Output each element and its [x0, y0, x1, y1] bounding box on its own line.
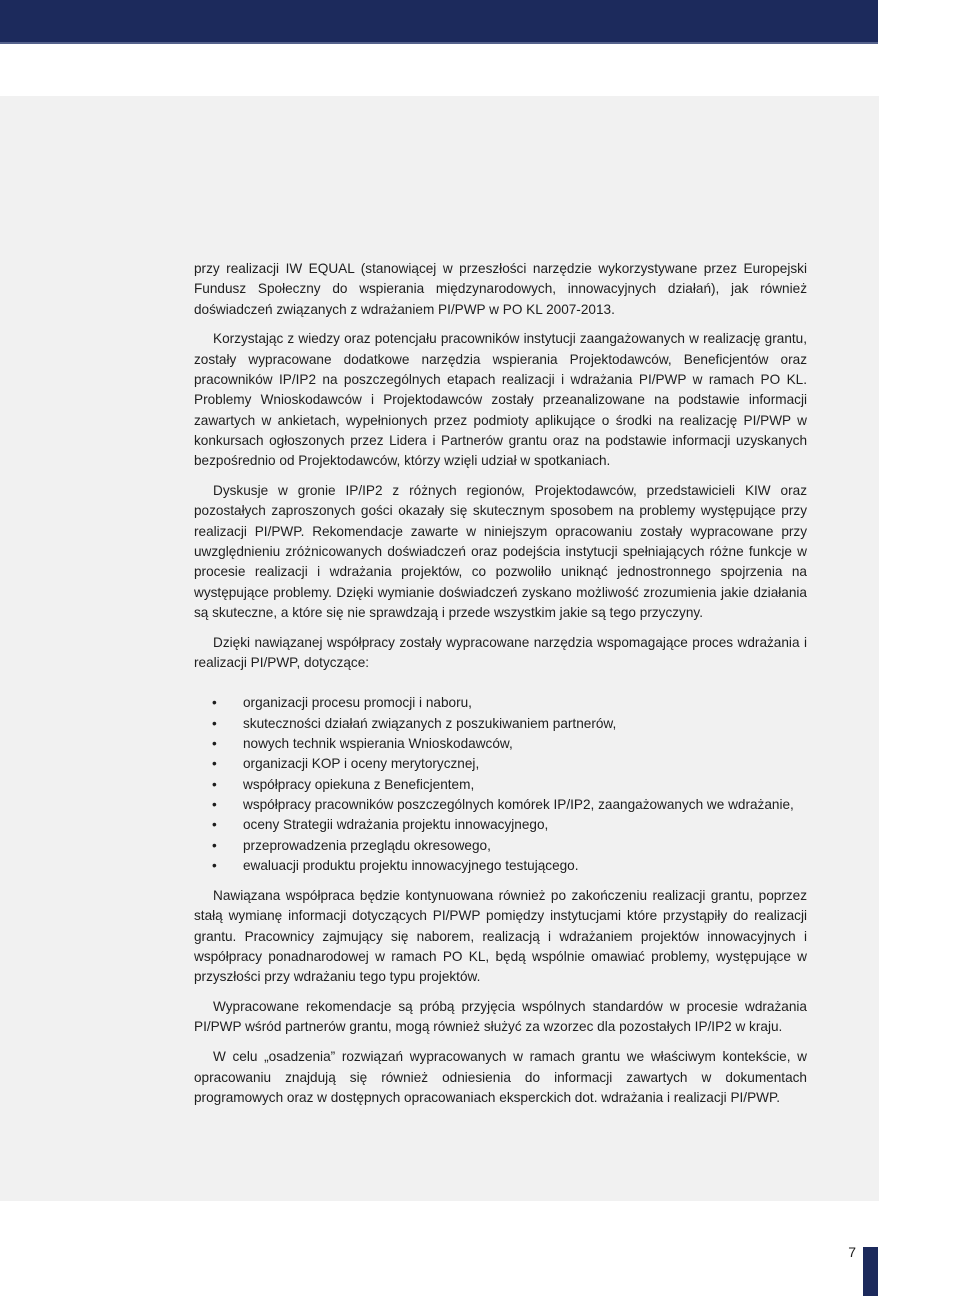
list-item	[194, 693, 807, 713]
paragraph-5: Nawiązana współpraca będzie kontynuowana również po zakończeniu realizacji grantu, poprzez stałą wymianę informacji dotyczących PI/PWP pomiędzy instytucjami które przystąpiły do realizacji grantu. Pracownicy zajmujący się naborem, realizacją i wdrażaniem projektów innowacyjnych i współpracy ponadnarodowej w ramach PO KL, będą wspólnie omawiać problemy, występujące w przyszłości przy wdrażaniu tego typu projektów.	[194, 888, 807, 985]
bullet-icon: •	[212, 796, 217, 812]
list-item-text: współpracy opiekuna z Beneficjentem,	[243, 776, 475, 792]
paragraph-4: Dzięki nawiązanej współpracy zostały wypracowane narzędzia wspomagające proces wdrażania i realizacji PI/PWP, dotyczące:	[194, 634, 807, 671]
list-item-text: organizacji procesu promocji i naboru,	[243, 695, 472, 711]
bullet-icon: •	[212, 756, 217, 772]
bullet-icon: •	[212, 736, 217, 752]
list-item	[194, 795, 807, 815]
list-item	[194, 754, 807, 774]
list-item	[194, 815, 807, 835]
bullet-icon: •	[212, 776, 217, 792]
list-item	[194, 714, 807, 734]
list-item	[194, 734, 807, 754]
body-text	[194, 259, 807, 1118]
list-item-text: współpracy pracowników poszczególnych komórek IP/IP2, zaangażowanych we wdrażanie,	[243, 796, 794, 812]
paragraph-7: W celu „osadzenia” rozwiązań wypracowanych w ramach grantu we właściwym kontekście, w opracowaniu znajdują się również odniesienia do informacji zawartych w dokumentach programowych oraz w dostępnych opracowaniach eksperckich dot. wdrażania i realizacji PI/PWP.	[194, 1049, 807, 1105]
paragraph-3: Dyskusje w gronie IP/IP2 z różnych regionów, Projektodawców, przedstawicieli KIW oraz pozostałych zaproszonych gości okazały się skutecznym sposobem na problemy występujące przy realizacji PI/PWP. Rekomendacje zawarte w niniejszym opracowaniu zostały wypracowane przy uwzględnieniu zróżnicowanych doświadczeń oraz podejścia instytucji spełniających różne funkcje w procesie realizacji i wdrażania projektów, co pozwoliło uniknąć jednostronnego spojrzenia na występujące problemy. Dzięki wymianie doświadczeń zyskano możliwość zrozumienia jakie działania są skuteczne, a które się nie sprawdzają i przede wszystkim jakie są tego przyczyny.	[194, 483, 807, 620]
list-item	[194, 775, 807, 795]
paragraph-6: Wypracowane rekomendacje są próbą przyjęcia wspólnych standardów w procesie wdrażania PI/PWP wśród partnerów grantu, mogą również służyć za wzorzec dla pozostałych IP/IP2 w kraju.	[194, 999, 807, 1035]
bullet-icon: •	[212, 857, 217, 873]
list-item-text: skuteczności działań związanych z poszukiwaniem partnerów,	[243, 715, 617, 731]
header-bar	[0, 0, 878, 44]
list-item-text: organizacji KOP i oceny merytorycznej,	[243, 756, 480, 772]
list-item	[194, 836, 807, 856]
list-item-text: nowych technik wspierania Wnioskodawców,	[243, 736, 513, 752]
paragraph-1: przy realizacji IW EQUAL (stanowiącej w przeszłości narzędzie wykorzystywane przez Europejski Fundusz Społeczny do wspierania międzynarodowych, innowacyjnych działań), jak również doświadczeń związanych z wdrażaniem PI/PWP w PO KL 2007-2013.	[194, 261, 807, 317]
paragraph-2: Korzystając z wiedzy oraz potencjału pracowników instytucji zaangażowanych w realizację grantu, zostały wypracowane dodatkowe narzędzia wspierania Projektodawców, Beneficjentów oraz pracowników IP/IP2 na poszczególnych etapach realizacji i wdrażania PI/PWP w ramach PO KL. Problemy Wnioskodawców i Projektodawców zostały przeanalizowane na podstawie informacji zawartych w ankietach, wypełnionych przez podmioty aplikujące o środki na realizację PI/PWP w konkursach ogłoszonych przez Lidera i Partnerów grantu oraz na podstawie informacji uzyskanych bezpośrednio od Projektodawców, którzy wzięli udział w spotkaniach.	[194, 331, 807, 469]
bullet-icon: •	[212, 817, 217, 833]
list-item-text: przeprowadzenia przeglądu okresowego,	[243, 837, 491, 853]
page-number: 7	[848, 1244, 856, 1260]
bullet-icon: •	[212, 715, 217, 731]
bullet-icon: •	[212, 837, 217, 853]
list-item-text: ewaluacji produktu projektu innowacyjnego testującego.	[243, 857, 579, 873]
list-item-text: oceny Strategii wdrażania projektu innowacyjnego,	[243, 817, 549, 833]
page-marker-bar	[863, 1247, 878, 1296]
bullet-icon: •	[212, 695, 217, 711]
bullet-list	[194, 693, 807, 876]
list-item	[194, 856, 807, 876]
